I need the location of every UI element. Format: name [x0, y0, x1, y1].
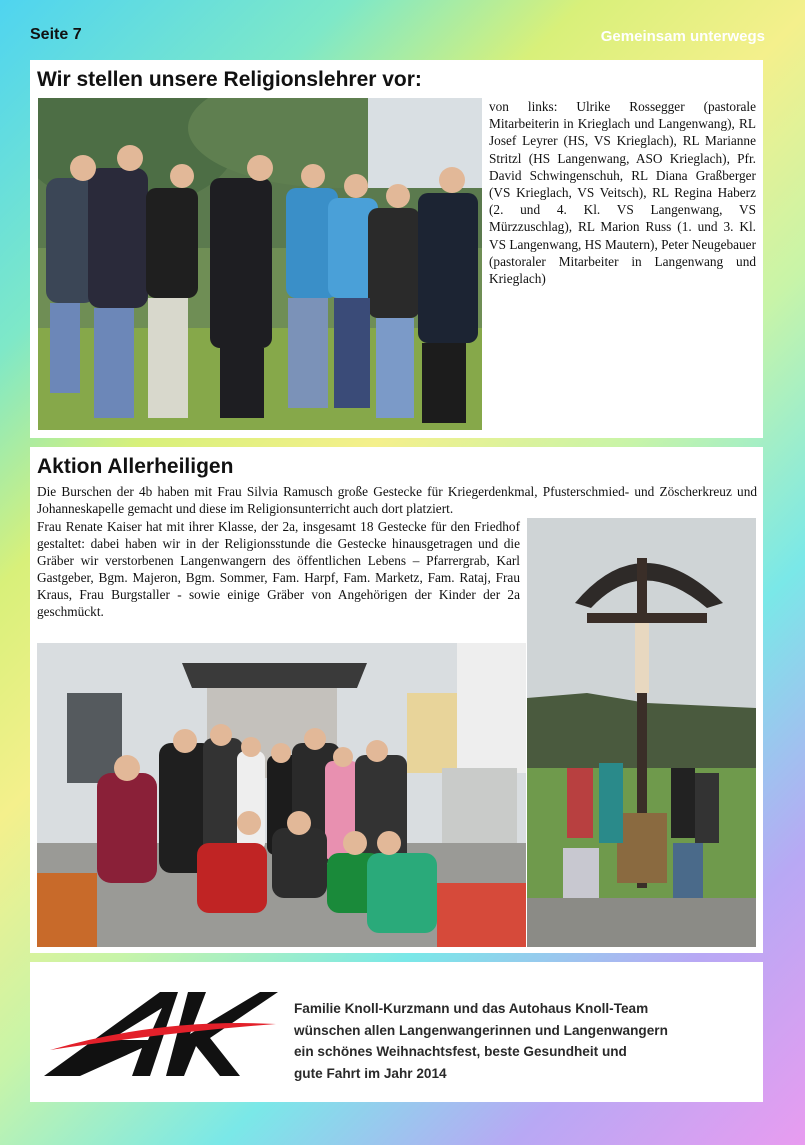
- page-number: Seite 7: [30, 26, 82, 43]
- teachers-heading: Wir stellen unsere Religionslehrer vor:: [37, 68, 422, 91]
- cemetery-group-photo: [37, 643, 526, 947]
- allerheiligen-intro: Die Burschen der 4b haben mit Frau Silvia Ramusch große Gestecke für Kriegerdenkmal, Pfusterschmied- und Zöscherkreuz und Johanneskapelle gemacht und diese im Religionsunterricht auch dort platziert.: [37, 484, 757, 516]
- allerheiligen-heading: Aktion Allerheiligen: [37, 455, 234, 478]
- teachers-panel: [30, 60, 763, 438]
- teachers-caption: von links: Ulrike Rossegger (pastorale Mitarbeiterin in Krieglach und Langenwang), RL Josef Leyrer (HS, VS Krieglach), RL Marianne Stritzl (HS Langenwang, ASO Krieglach), Pfr. David Schwingenschuh, RL Diana Graßberger (VS Krieglach, VS Veitsch), RL Regina Haberz (2. und 4. Kl. VS Langenwang, VS Mürzzuschlag), RL Marion Russ (1. und 3. Kl. VS Langenwang, HS Mautern), Peter Neugebauer (pastoraler Mitarbeiter in Langenwang und Krieglach): [489, 99, 756, 287]
- wayside-cross-photo: [527, 518, 756, 947]
- ad-line: gute Fahrt im Jahr 2014: [294, 1065, 447, 1081]
- ad-greeting: [294, 998, 754, 1084]
- ad-line: Familie Knoll-Kurzmann und das Autohaus Knoll-Team: [294, 1001, 649, 1016]
- ad-line: wünschen allen Langenwangerinnen und Langenwangern: [294, 1022, 668, 1038]
- autohaus-ad-panel: [30, 962, 763, 1102]
- running-title: Gemeinsam unterwegs: [600, 28, 765, 45]
- ad-line: ein schönes Weihnachtsfest, beste Gesundheit und: [294, 1044, 627, 1059]
- ak-logo: [40, 988, 280, 1080]
- teachers-group-photo: [38, 98, 482, 430]
- allerheiligen-body: Frau Renate Kaiser hat mit ihrer Klasse, der 2a, insgesamt 18 Gestecke für den Friedhof gestaltet: dabei haben wir in der Religionsstunde die Gestecke hinausgetragen und die Gräber wir verstorbenen Langenwangern des öffentlichen Lebens – Pfarrergrab, Karl Gastgeber, Bgm. Majeron, Bgm. Sommer, Fam. Harpf, Fam. Marketz, Fam. Rataj, Frau Kraus, Frau Burgstaller - sowie einige Gräber von Angehörigen der Kinder der 2a geschmückt.: [37, 519, 520, 620]
- allerheiligen-panel: [30, 447, 763, 953]
- page-header: [30, 26, 765, 48]
